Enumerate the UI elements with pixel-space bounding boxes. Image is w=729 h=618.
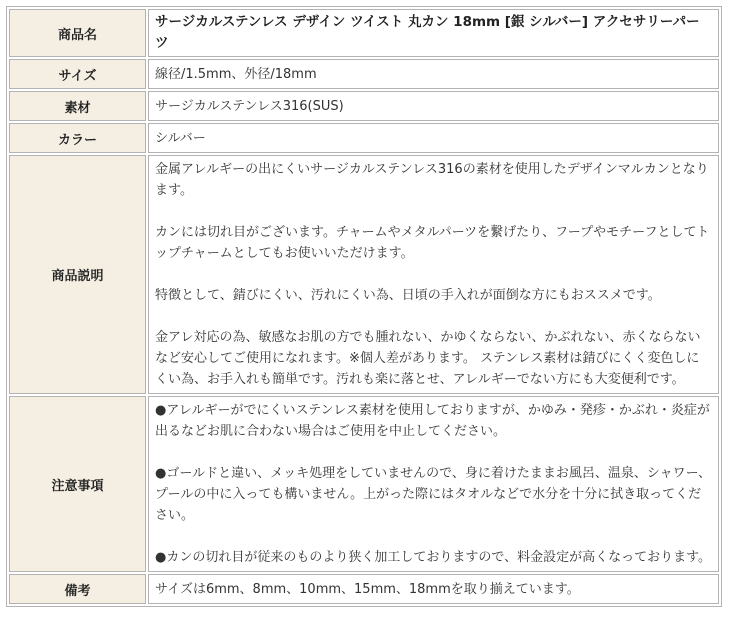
notes-label: 注意事項 bbox=[9, 396, 146, 572]
product-name-label: 商品名 bbox=[9, 9, 146, 57]
row-product-name bbox=[9, 9, 719, 57]
description-label: 商品説明 bbox=[9, 155, 146, 394]
row-remarks bbox=[9, 574, 719, 604]
row-notes bbox=[9, 396, 719, 572]
material-label: 素材 bbox=[9, 91, 146, 121]
description-paragraph: 金属アレルギーの出にくいサージカルステンレス316の素材を使用したデザインマルカンとなります。 bbox=[155, 162, 709, 198]
material-value: サージカルステンレス316(SUS) bbox=[148, 91, 719, 121]
remarks-label: 備考 bbox=[9, 574, 146, 604]
row-size bbox=[9, 59, 719, 89]
description-paragraph: 金アレ対応の為、敏感なお肌の方でも腫れない、かゆくならない、かぶれない、赤くならないなど安心してご使用になれます。※個人差があります。 ステンレス素材は錆びにくく変色しにくい為、お手入れも簡単です。汚れも楽に落とせ、アレルギーでない方にも大変便利です。 bbox=[155, 330, 701, 387]
size-label: サイズ bbox=[9, 59, 146, 89]
description-paragraph: カンには切れ目がございます。チャームやメタルパーツを繋げたり、フープやモチーフとしてトップチャームとしてもお使いいただけます。 bbox=[155, 225, 710, 261]
product-name-value: サージカルステンレス デザイン ツイスト 丸カン 18mm [銀 シルバー] アクセサリーパーツ bbox=[148, 9, 719, 57]
row-material bbox=[9, 91, 719, 121]
size-value: 線径/1.5mm、外径/18mm bbox=[148, 59, 719, 89]
product-spec-table bbox=[6, 6, 722, 607]
color-value: シルバー bbox=[148, 123, 719, 153]
notes-paragraph: ●アレルギーがでにくいステンレス素材を使用しておりますが、かゆみ・発疹・かぶれ・炎症が出るなどお肌に合わない場合はご使用を中止してください。 bbox=[155, 403, 710, 439]
color-label: カラー bbox=[9, 123, 146, 153]
notes-paragraph: ●ゴールドと違い、メッキ処理をしていませんので、身に着けたままお風呂、温泉、シャワー、プールの中に入っても構いません。上がった際にはタオルなどで水分を十分に拭き取ってください。 bbox=[155, 466, 712, 523]
notes-value bbox=[148, 396, 719, 572]
row-color bbox=[9, 123, 719, 153]
row-description bbox=[9, 155, 719, 394]
description-value bbox=[148, 155, 719, 394]
notes-paragraph: ●カンの切れ目が従来のものより狭く加工しておりますので、料金設定が高くなっております。 bbox=[155, 550, 712, 565]
remarks-value: サイズは6mm、8mm、10mm、15mm、18mmを取り揃えています。 bbox=[148, 574, 719, 604]
description-paragraph: 特徴として、錆びにくい、汚れにくい為、日頃の手入れが面倒な方にもおススメです。 bbox=[155, 288, 661, 303]
